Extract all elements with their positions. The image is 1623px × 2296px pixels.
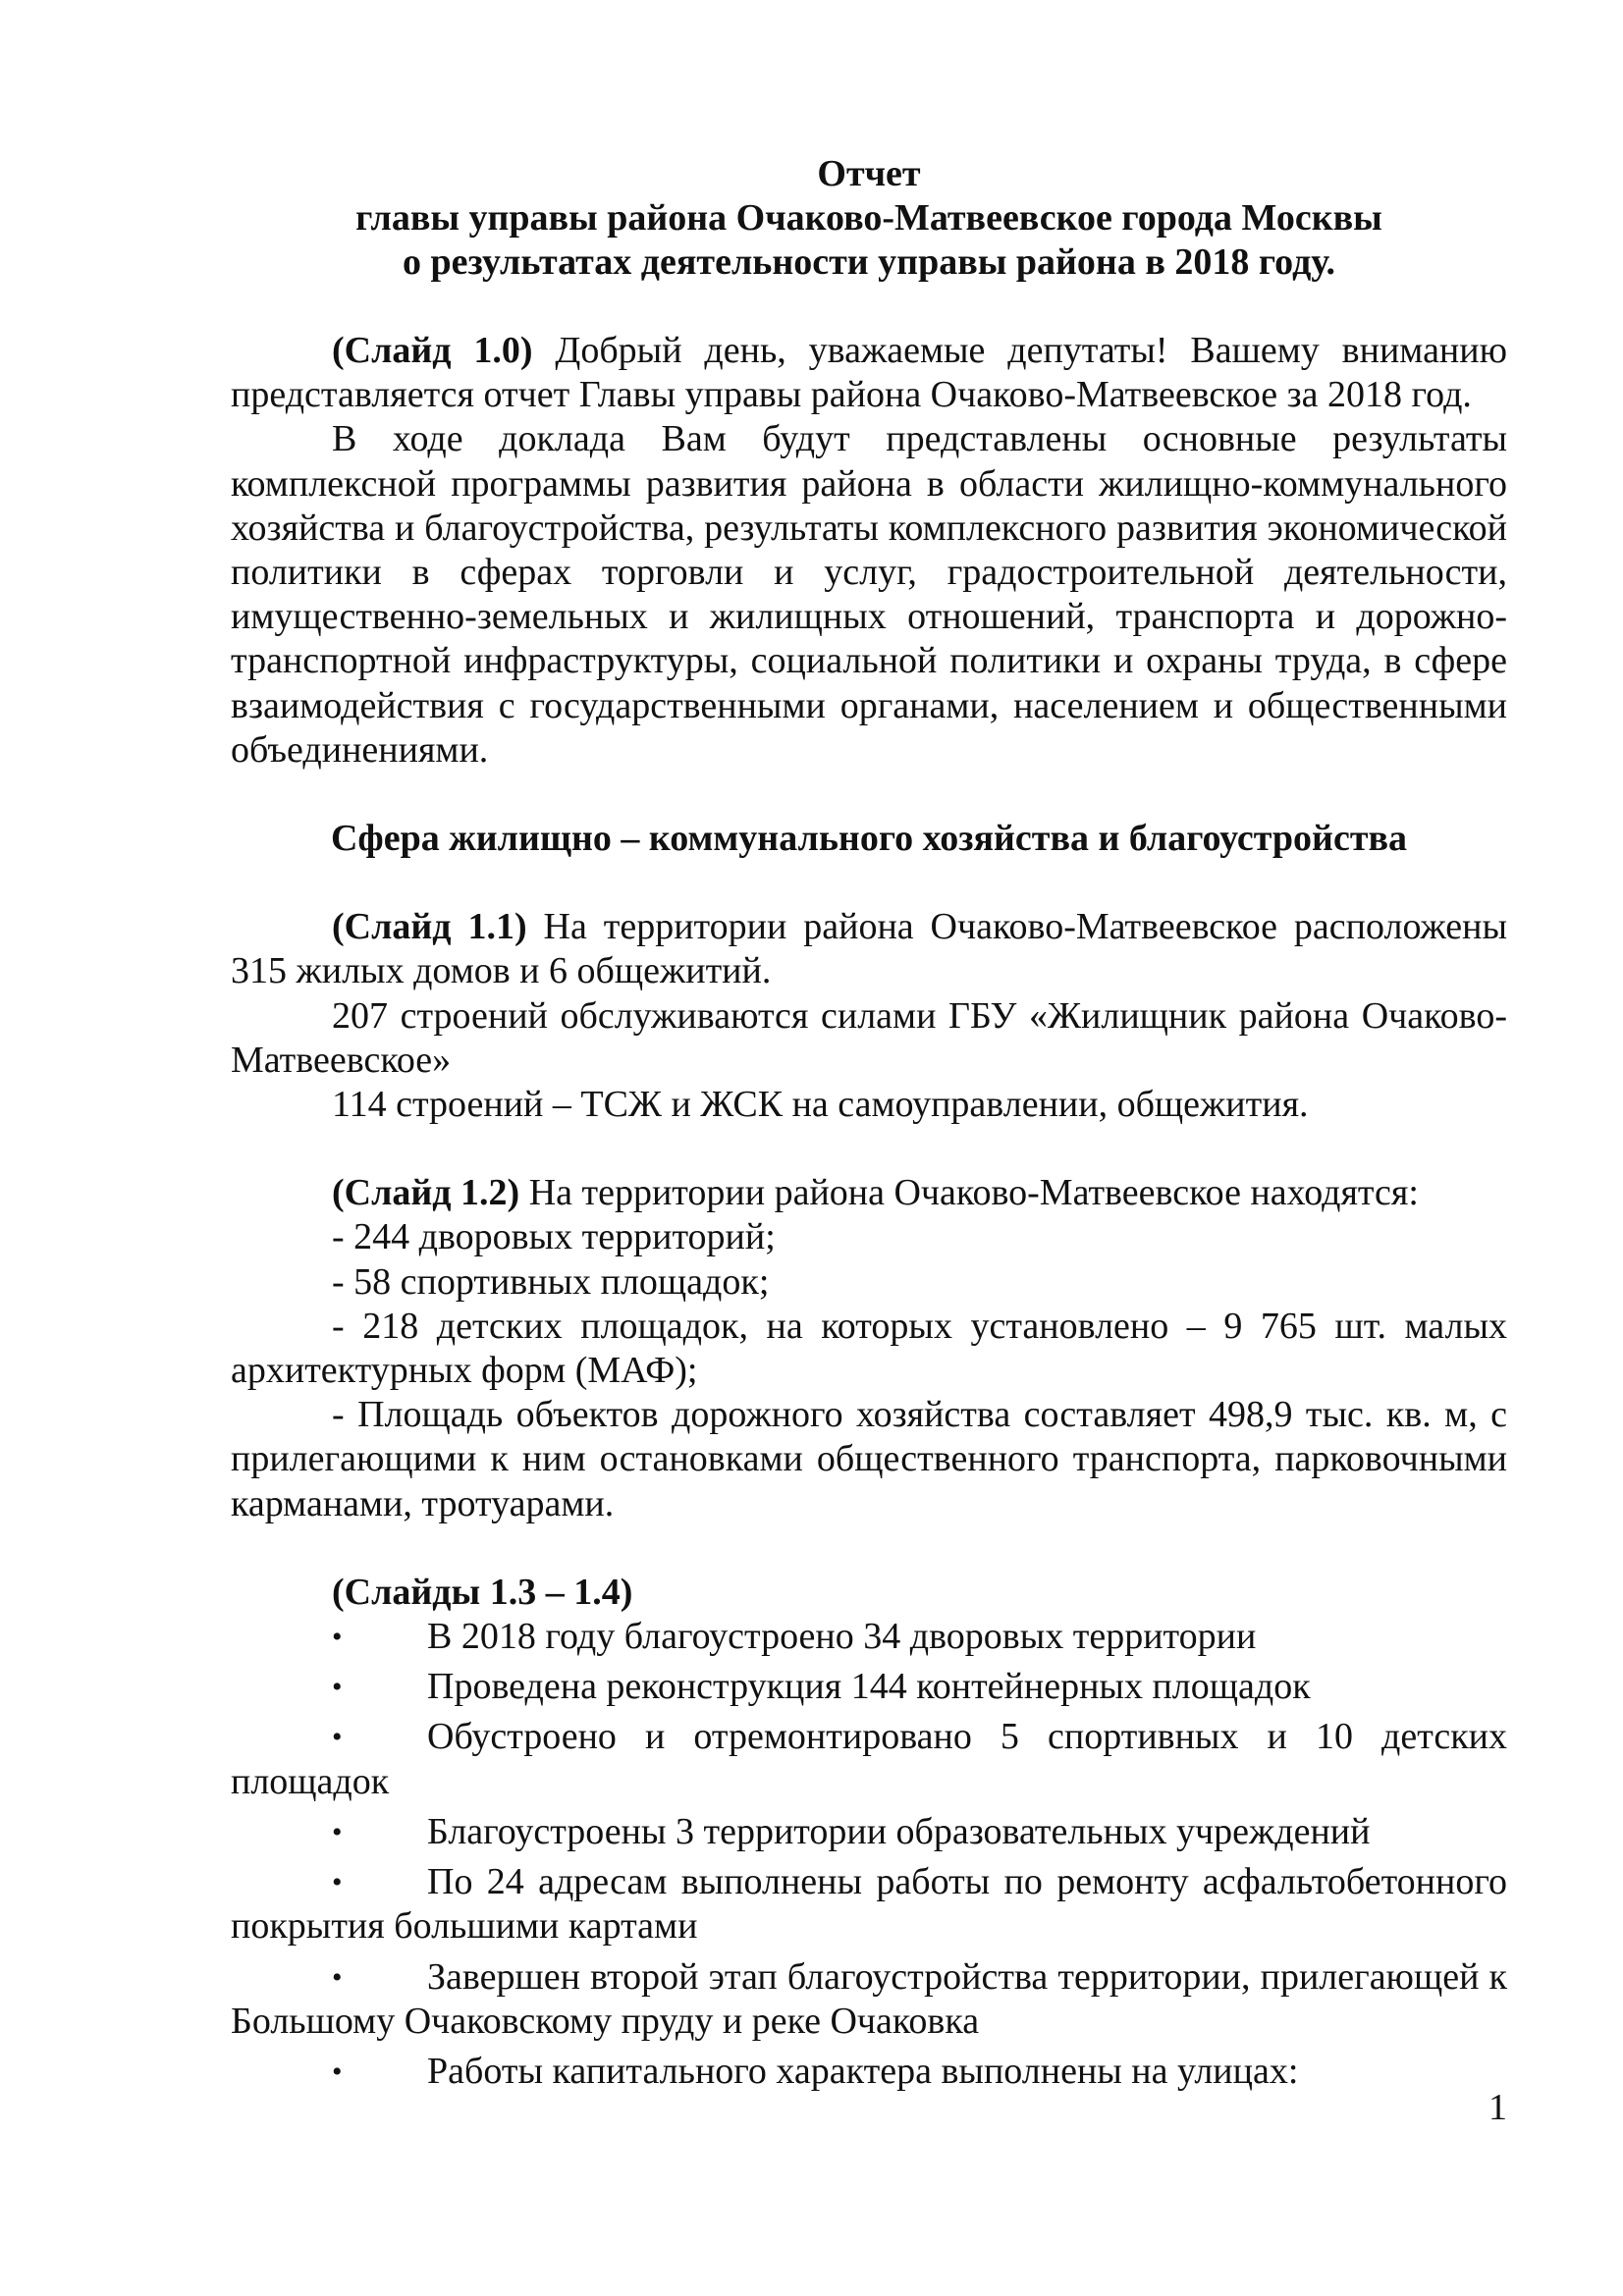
slides-1-3-1-4-label [231,1571,1507,1615]
bullet-text: В 2018 году благоустроено 34 дворовых территории [427,1616,1257,1658]
bullet-text: Благоустроены 3 территории образовательных учреждений [427,1810,1371,1852]
slide-1-1-paragraph [231,905,1507,993]
bullet-item [231,2050,1507,2094]
bullet-list [231,1615,1507,2094]
intro-paragraph-2: В ходе доклада Вам будут представлены основные результаты комплексной программы развития района в области жилищно-коммунального хозяйства и благоустройства, результаты комплексного развития экономической политики в сферах торговли и услуг, градостроительной деятельности, имущественно-земельных и жилищных отношений, транспорта и дорожно-транспортной инфраструктуры, социальной политики и охраны труда, в сфере взаимодействия с государственными органами, населением и общественными объединениями. [231,418,1507,771]
paragraph-207-buildings: 207 строений обслуживаются силами ГБУ «Жилищник района Очаково-Матвеевское» [231,994,1507,1081]
title-line-3: о результатах деятельности управы района в 2018 году. [403,241,1335,283]
document-page [231,152,1507,2100]
slide-label: (Слайд 1.2) [332,1172,520,1214]
title-line-1: Отчет [817,153,921,194]
section-heading: Сфера жилищно – коммунального хозяйства и благоустройства [330,818,1408,860]
bullet-icon: • [332,1671,343,1704]
bullet-icon: • [332,1815,343,1848]
bullet-text: Завершен второй этап благоустройства территории, прилегающей к Большому Очаковскому пруду и реке Очаковка [231,1955,1507,2042]
bullet-icon: • [332,2055,343,2088]
paragraph-text: Добрый день, уважаемые депутаты! Вашему вниманию представляется отчет Главы управы района Очаково-Матвеевское за 2018 год. [231,330,1507,416]
bullet-item [231,1665,1507,1709]
bullet-icon: • [332,1960,343,1994]
bullet-item [231,1810,1507,1854]
slide-label: (Слайды 1.3 – 1.4) [332,1571,633,1613]
document-title [231,152,1507,285]
bullet-text: По 24 адресам выполнены работы по ремонту асфальтобетонного покрытия большими картами [231,1861,1507,1948]
bullet-item [231,1860,1507,1949]
list-item: - Площадь объектов дорожного хозяйства составляет 498,9 тыс. кв. м, с прилегающими к ним остановками общественного транспорта, парковочными карманами, тротуарами. [231,1394,1507,1524]
bullet-text: Проведена реконструкция 144 контейнерных площадок [427,1666,1311,1708]
slide-label: (Слайд 1.0) [332,330,533,371]
list-item: - 58 спортивных площадок; [332,1260,770,1303]
bullet-text: Обустроено и отремонтировано 5 спортивных и 10 детских площадок [231,1716,1507,1802]
bullet-icon: • [332,1866,343,1899]
intro-paragraph-1 [231,329,1507,417]
bullet-text: Работы капитального характера выполнены на улицах: [427,2050,1299,2092]
page-number: 1 [1488,2087,1507,2128]
bullet-icon: • [332,1621,343,1654]
slide-label: (Слайд 1.1) [332,906,527,948]
bullet-item [231,1615,1507,1659]
bullet-icon: • [332,1721,343,1754]
paragraph-text: На территории района Очаково-Матвеевское находятся: [519,1172,1419,1214]
list-item: - 244 дворовых территорий; [332,1216,776,1258]
paragraph-114-buildings: 114 строений – ТСЖ и ЖСК на самоуправлении, общежития. [332,1084,1309,1126]
paragraph-text: На территории района Очаково-Матвеевское расположены 315 жилых домов и 6 общежитий. [231,906,1508,992]
bullet-item [231,1955,1507,2044]
slide-1-2-paragraph [231,1171,1507,1215]
bullet-item [231,1715,1507,1803]
title-line-2: главы управы района Очаково-Матвеевское города Москвы [355,197,1382,239]
list-item: - 218 детских площадок, на которых установлено – 9 765 шт. малых архитектурных форм (МАФ); [231,1305,1507,1392]
